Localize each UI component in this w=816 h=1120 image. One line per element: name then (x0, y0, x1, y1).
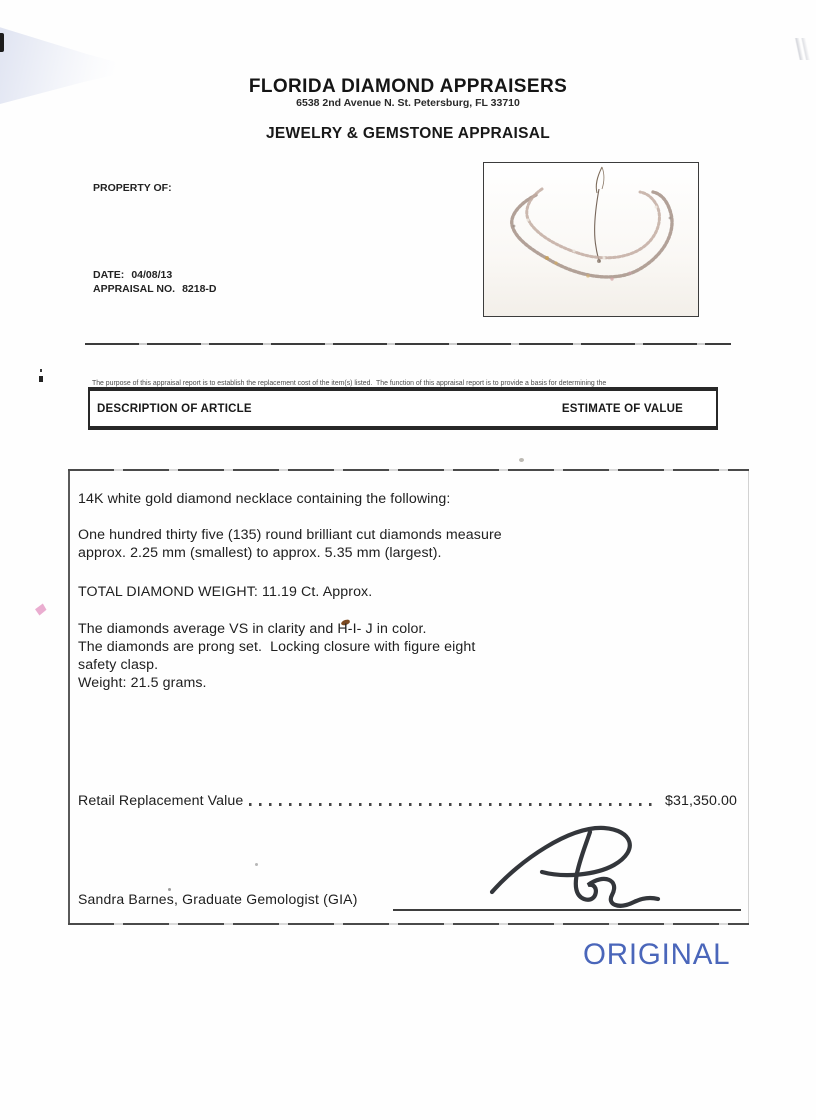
appraisal-no-label: APPRAISAL NO. (93, 283, 176, 295)
scan-speck (40, 369, 42, 372)
box-border-top (68, 469, 749, 471)
appraisal-no-value: 8218-D (182, 283, 217, 295)
divider-rule (85, 343, 731, 345)
necklace-photo (483, 162, 699, 317)
gemologist-name: Sandra Barnes, Graduate Gemologist (GIA) (78, 891, 358, 907)
business-name: FLORIDA DIAMOND APPRAISERS (248, 76, 568, 97)
date-row (93, 269, 172, 281)
date-label: DATE: (93, 269, 125, 281)
scan-smudge-top-right (786, 38, 816, 60)
dot-leaders (249, 803, 657, 806)
estimate-of-value-header: ESTIMATE OF VALUE (561, 402, 683, 415)
disclaimer-text: The purpose of this appraisal report is to establish the replacement cost of the item(s) listed. The function of this appraisal report is to provide a basis for determining the (92, 380, 607, 387)
article-line: approx. 2.25 mm (smallest) to approx. 5.35 mm (largest). (78, 545, 442, 561)
retail-replacement-value-row (78, 793, 737, 809)
article-line: 14K white gold diamond necklace containing the following: (78, 491, 451, 507)
article-line: safety clasp. (78, 657, 159, 673)
total-diamond-weight: TOTAL DIAMOND WEIGHT: 11.19 Ct. Approx. (78, 584, 373, 600)
article-line: Weight: 21.5 grams. (78, 675, 207, 691)
description-of-article-header: DESCRIPTION OF ARTICLE (97, 402, 252, 415)
column-header-box (88, 387, 718, 430)
original-stamp: ORIGINAL (583, 938, 731, 971)
date-value: 04/08/13 (131, 269, 173, 281)
article-line: One hundred thirty five (135) round brilliant cut diamonds measure (78, 527, 502, 543)
scan-edge-mark (0, 33, 4, 52)
property-of-label: PROPERTY OF: (93, 182, 172, 194)
article-line: The diamonds are prong set. Locking closure with figure eight (78, 639, 476, 655)
appraisal-no-row (93, 283, 217, 295)
pink-ink-mark (34, 603, 47, 616)
retail-value-label: Retail Replacement Value (78, 793, 244, 809)
document-title: JEWELRY & GEMSTONE APPRAISAL (266, 125, 550, 142)
box-border-right (748, 471, 749, 923)
scan-speck (39, 376, 43, 382)
article-line: The diamonds average VS in clarity and H-I- J in color. (78, 621, 427, 637)
necklace-photo-image (484, 163, 694, 312)
scan-speck (519, 458, 524, 462)
business-address: 6538 2nd Avenue N. St. Petersburg, FL 33710 (296, 97, 520, 109)
box-border-bottom (68, 923, 749, 925)
handwritten-signature (486, 818, 664, 918)
box-border-left (68, 471, 70, 923)
retail-value-amount: $31,350.00 (664, 793, 737, 809)
